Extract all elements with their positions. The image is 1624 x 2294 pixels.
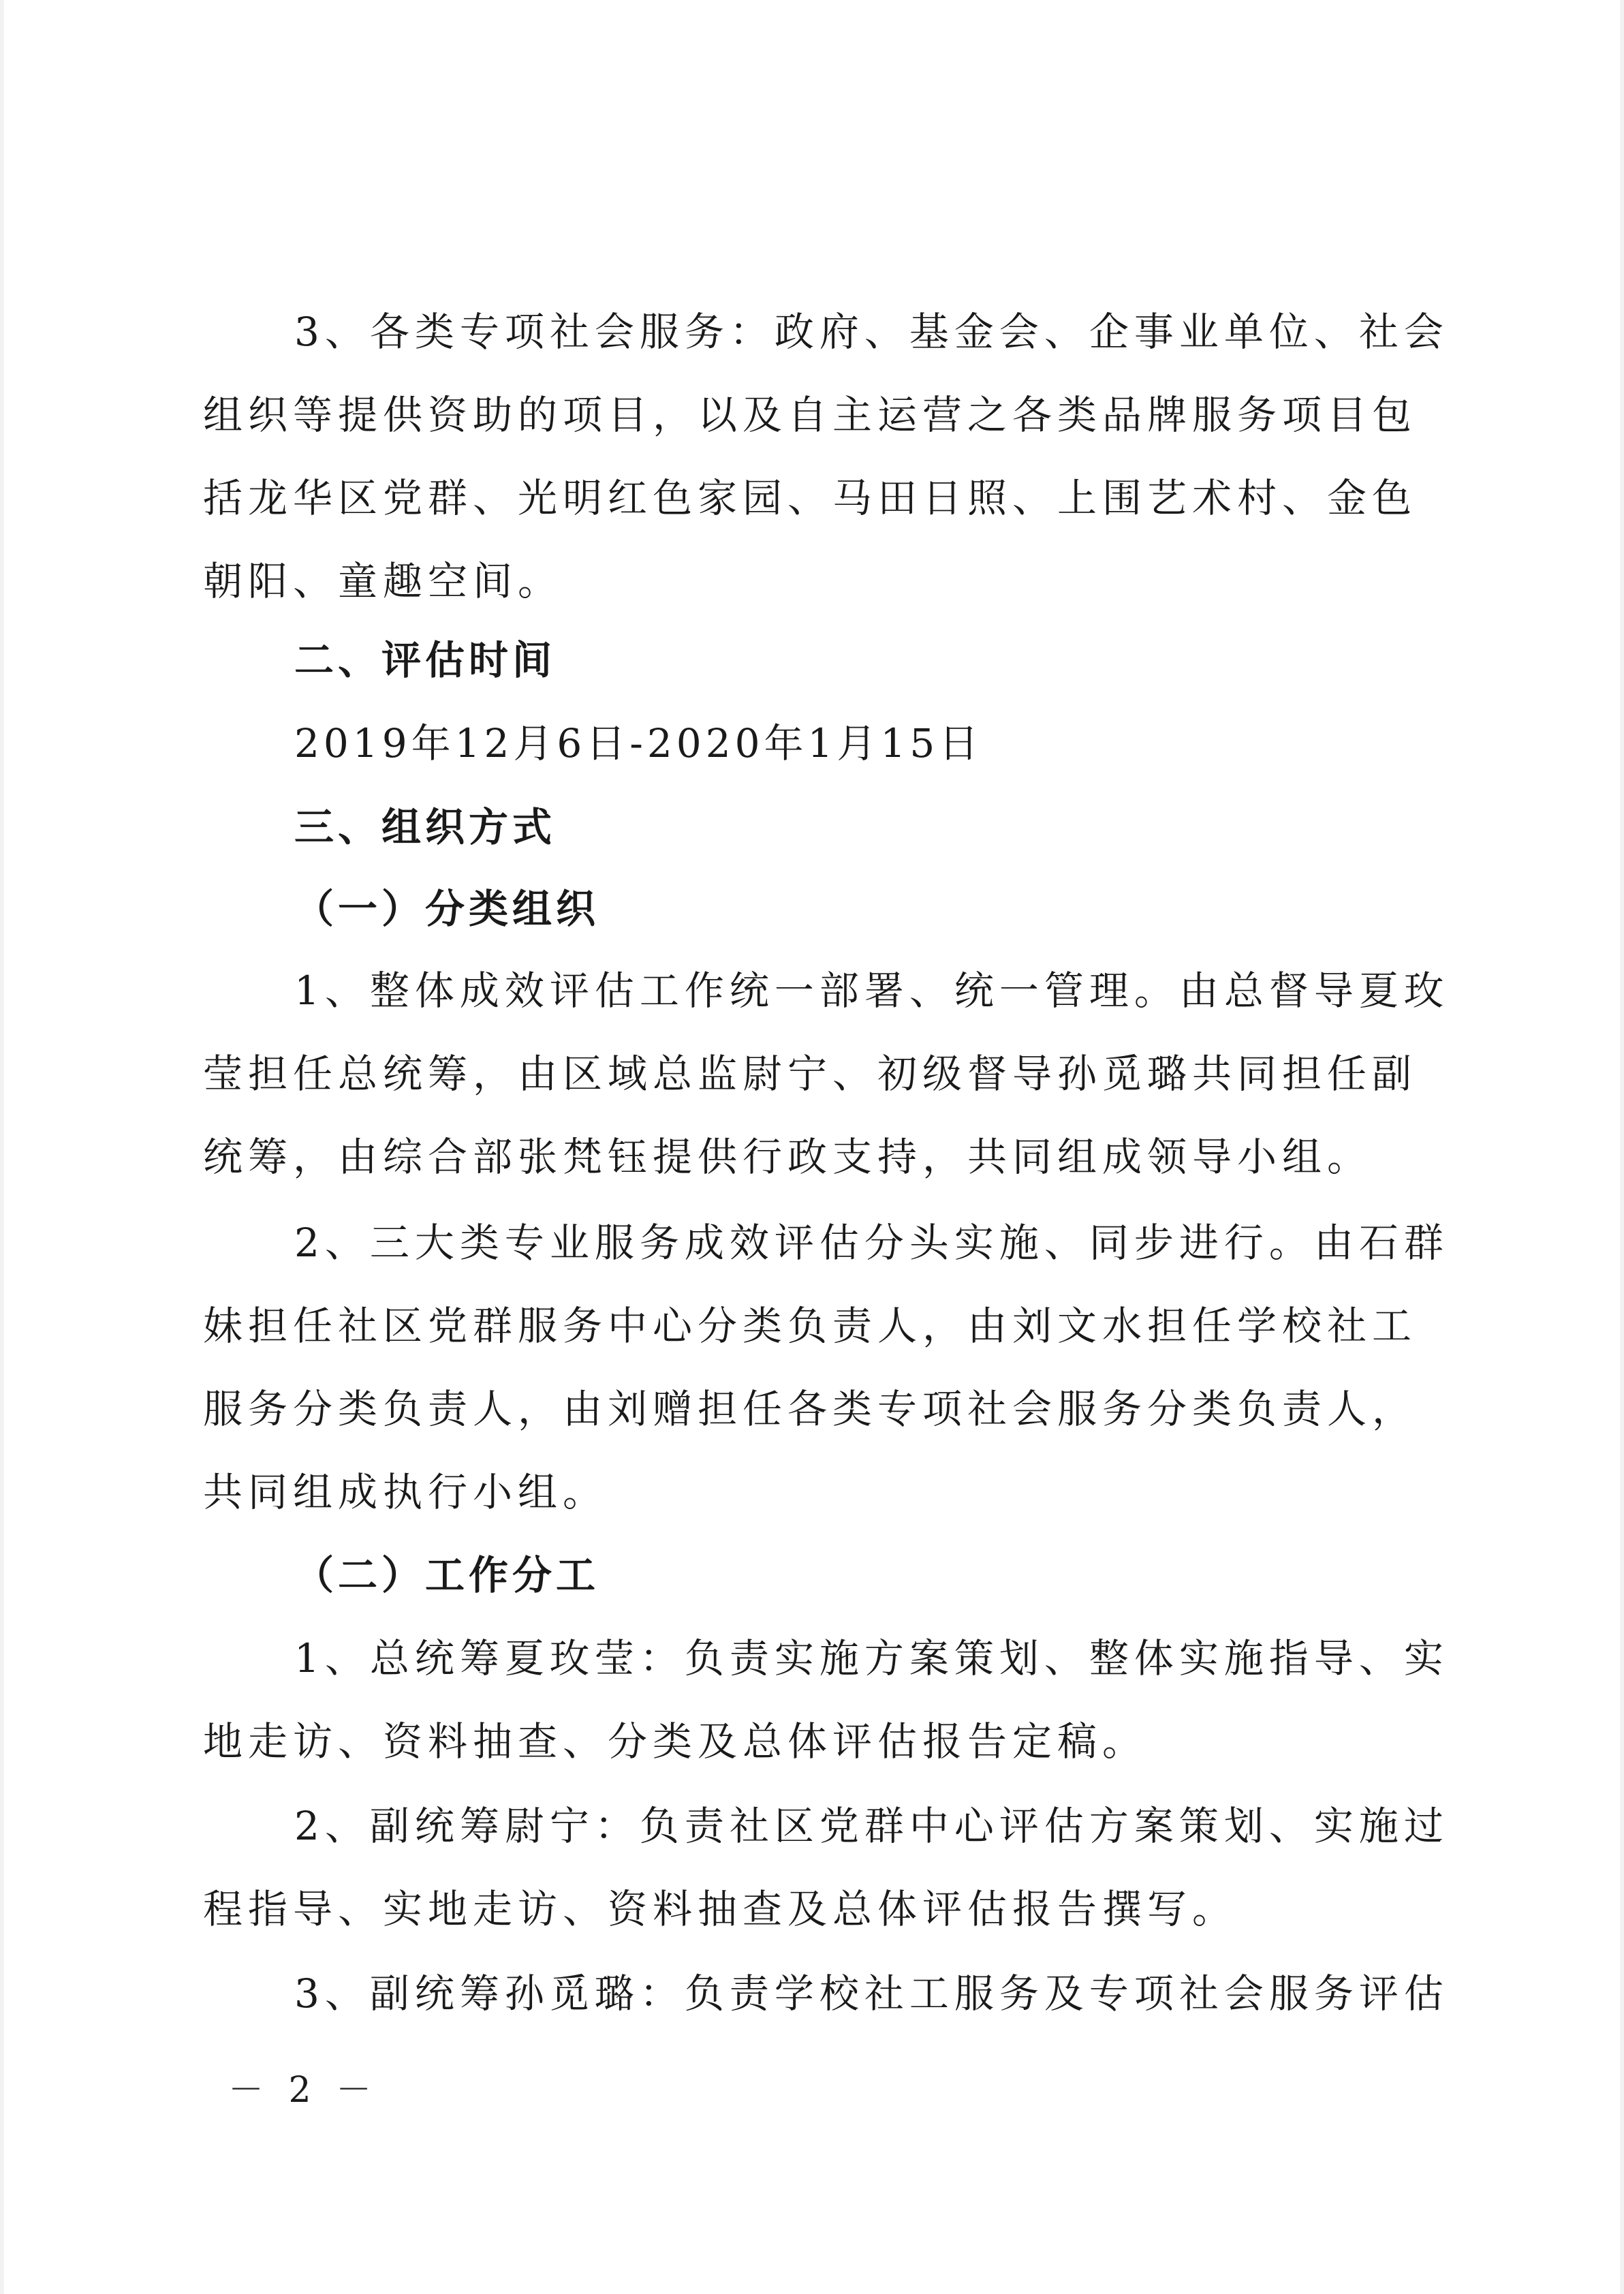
paragraph-line: 程指导、实地走访、资料抽查及总体评估报告撰写。	[203, 1886, 1238, 1932]
paragraph-line: 1、总统筹夏玫莹：负责实施方案策划、整体实施指导、实	[294, 1635, 1449, 1681]
subsection-heading: （一）分类组织	[294, 886, 600, 932]
paragraph-line: 妹担任社区党群服务中心分类负责人，由刘文水担任学校社工	[203, 1303, 1418, 1349]
section-heading: 二、评估时间	[294, 637, 557, 683]
paragraph-line: 括龙华区党群、光明红色家园、马田日照、上围艺术村、金色	[203, 475, 1418, 521]
paragraph-line: 莹担任总统筹，由区域总监尉宁、初级督导孙觅璐共同担任副	[203, 1051, 1418, 1097]
subsection-heading: （二）工作分工	[294, 1552, 600, 1598]
paragraph-line: 组织等提供资助的项目，以及自主运营之各类品牌服务项目包	[203, 392, 1418, 438]
paragraph-line: 地走访、资料抽查、分类及总体评估报告定稿。	[203, 1718, 1148, 1765]
paragraph-line: 1、整体成效评估工作统一部署、统一管理。由总督导夏玫	[294, 967, 1449, 1014]
paragraph-line: 朝阳、童趣空间。	[203, 558, 563, 604]
paragraph-line: 统筹，由综合部张梵钰提供行政支持，共同组成领导小组。	[203, 1134, 1373, 1180]
paragraph-line: 3、各类专项社会服务：政府、基金会、企事业单位、社会	[294, 309, 1449, 355]
scan-edge-left	[0, 0, 4, 2294]
evaluation-date: 2019年12月6日-2020年1月15日	[294, 720, 983, 766]
scan-edge-right	[1620, 0, 1624, 2294]
paragraph-line: 服务分类负责人，由刘赠担任各类专项社会服务分类负责人，	[203, 1386, 1418, 1432]
paragraph-line: 共同组成执行小组。	[203, 1469, 608, 1515]
paragraph-line: 2、三大类专业服务成效评估分头实施、同步进行。由石群	[294, 1220, 1449, 1266]
paragraph-line: 2、副统筹尉宁：负责社区党群中心评估方案策划、实施过	[294, 1803, 1449, 1849]
page-number: － 2 －	[228, 2070, 379, 2111]
section-heading: 三、组织方式	[294, 804, 557, 850]
paragraph-line: 3、副统筹孙觅璐：负责学校社工服务及专项社会服务评估	[294, 1970, 1449, 2017]
